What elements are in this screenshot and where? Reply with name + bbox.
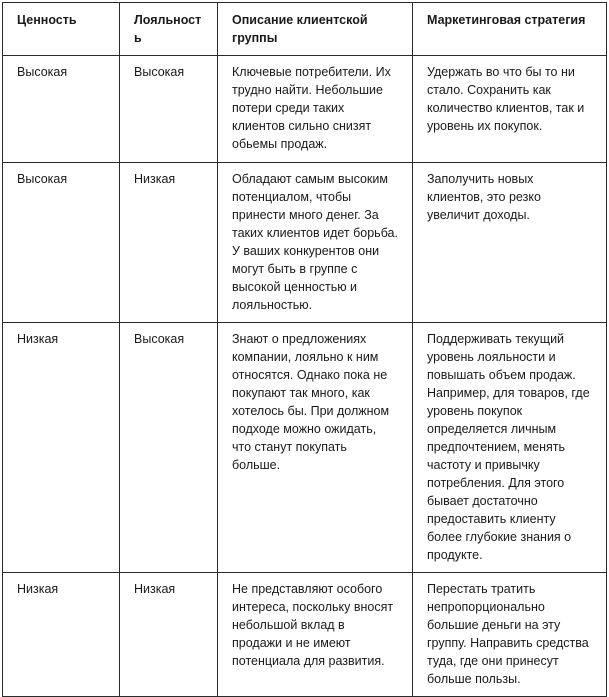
table-header-row xyxy=(3,3,607,56)
cell-value: Высокая xyxy=(3,163,120,323)
cell-loyalty: Высокая xyxy=(120,56,218,163)
cell-description: Обладают самым высоким потенциалом, чтобы принести много денег. За таких клиентов идет борьба. У ваших конкурентов они могут быть в группе с высокой ценностью и лояльностью. xyxy=(218,163,413,323)
table-row xyxy=(3,573,607,697)
header-value: Ценность xyxy=(3,3,120,56)
cell-value: Высокая xyxy=(3,56,120,163)
header-loyalty: Лояльность xyxy=(120,3,218,56)
cell-strategy: Поддерживать текущий уровень лояльности и повышать объем продаж. Например, для товаров, где уровень покупок определяется личным предпочтением, менять частоту и привычку потребления. Для этого бывает достаточно предоставить клиенту более глубокие знания о продукте. xyxy=(413,323,607,573)
header-description: Описание клиентской группы xyxy=(218,3,413,56)
table-row xyxy=(3,323,607,573)
table-row xyxy=(3,163,607,323)
cell-strategy: Удержать во что бы то ни стало. Сохранить как количество клиентов, так и уровень их покупок. xyxy=(413,56,607,163)
cell-value: Низкая xyxy=(3,573,120,697)
customer-segment-table xyxy=(2,2,607,697)
cell-loyalty: Высокая xyxy=(120,323,218,573)
cell-description: Знают о предложениях компании, лояльно к ним относятся. Однако пока не покупают так много, как хотелось бы. При должном подходе можно ожидать, что станут покупать больше. xyxy=(218,323,413,573)
cell-value: Низкая xyxy=(3,323,120,573)
cell-description: Ключевые потребители. Их трудно найти. Небольшие потери среди таких клиентов сильно снизят обьемы продаж. xyxy=(218,56,413,163)
cell-strategy: Заполучить новых клиентов, это резко увеличит доходы. xyxy=(413,163,607,323)
table-row xyxy=(3,56,607,163)
cell-loyalty: Низкая xyxy=(120,573,218,697)
header-strategy: Маркетинговая стратегия xyxy=(413,3,607,56)
cell-loyalty: Низкая xyxy=(120,163,218,323)
cell-description: Не представляют особого интереса, поскольку вносят небольшой вклад в продажи и не имеют потенциала для развития. xyxy=(218,573,413,697)
cell-strategy: Перестать тратить непропорционально большие деньги на эту группу. Направить средства туда, где они принесут больше пользы. xyxy=(413,573,607,697)
